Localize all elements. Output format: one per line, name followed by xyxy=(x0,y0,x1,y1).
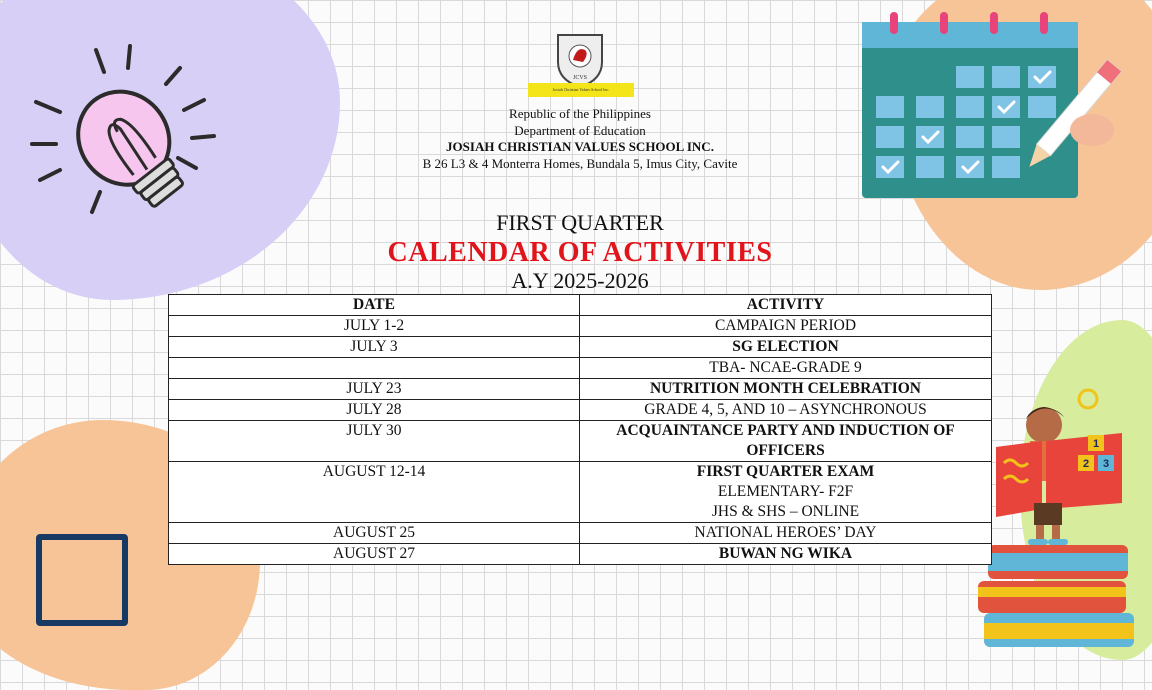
date-cell: AUGUST 27 xyxy=(169,544,580,565)
date-cell: JULY 23 xyxy=(169,379,580,400)
book-number-1: 1 xyxy=(1092,438,1100,450)
table-row xyxy=(169,462,992,523)
activities-table xyxy=(168,294,992,565)
activity-cell xyxy=(580,462,992,523)
date-cell: JULY 3 xyxy=(169,337,580,358)
activity-cell: GRADE 4, 5, AND 10 – ASYNCHRONOUS xyxy=(580,400,992,421)
boy-reading-on-books-illustration xyxy=(978,385,1138,647)
table-row xyxy=(169,358,992,379)
table-row xyxy=(169,523,992,544)
svg-text:JCVS: JCVS xyxy=(572,75,588,81)
date-cell: JULY 1-2 xyxy=(169,316,580,337)
header-department: Department of Education xyxy=(514,123,646,138)
activity-cell: ACQUAINTANCE PARTY AND INDUCTION OF OFFICERS xyxy=(580,421,992,462)
table-row xyxy=(169,316,992,337)
academic-year: A.Y 2025-2026 xyxy=(511,268,649,293)
quarter-title: FIRST QUARTER xyxy=(496,210,664,235)
table-row xyxy=(169,337,992,358)
book-number-2: 2 xyxy=(1082,458,1090,470)
date-column-header: DATE xyxy=(169,295,580,316)
calendar-pencil-icon xyxy=(860,10,1130,202)
square-outline-decoration xyxy=(36,534,128,626)
header-republic: Republic of the Philippines xyxy=(509,106,651,121)
date-cell: AUGUST 25 xyxy=(169,523,580,544)
activity-cell: NATIONAL HEROES’ DAY xyxy=(580,523,992,544)
book-number-3: 3 xyxy=(1102,458,1110,470)
light-bulb-icon xyxy=(28,40,228,250)
date-cell: JULY 30 xyxy=(169,421,580,462)
school-seal-logo xyxy=(555,32,605,88)
activity-cell: CAMPAIGN PERIOD xyxy=(580,316,992,337)
header-address: B 26 L3 & 4 Monterra Homes, Bundala 5, Imus City, Cavite xyxy=(422,156,738,171)
header-school-name: JOSIAH CHRISTIAN VALUES SCHOOL INC. xyxy=(446,139,714,154)
table-row xyxy=(169,421,992,462)
seal-banner: Josiah Christian Values School Inc. xyxy=(528,83,634,97)
date-cell xyxy=(169,358,580,379)
activity-sub-text: ELEMENTARY- F2F xyxy=(717,483,854,500)
table-header-row xyxy=(169,295,992,316)
page-title: CALENDAR OF ACTIVITIES xyxy=(387,237,773,268)
activity-cell: BUWAN NG WIKA xyxy=(580,544,992,565)
activity-cell: NUTRITION MONTH CELEBRATION xyxy=(580,379,992,400)
activity-cell: SG ELECTION xyxy=(580,337,992,358)
activity-sub-text: JHS & SHS – ONLINE xyxy=(711,503,860,520)
table-row xyxy=(169,400,992,421)
activity-cell: TBA- NCAE-GRADE 9 xyxy=(580,358,992,379)
table-row xyxy=(169,544,992,565)
date-cell: AUGUST 12-14 xyxy=(169,462,580,523)
activity-main-text: FIRST QUARTER EXAM xyxy=(696,463,875,480)
date-cell: JULY 28 xyxy=(169,400,580,421)
table-row xyxy=(169,379,992,400)
activity-column-header: ACTIVITY xyxy=(580,295,992,316)
